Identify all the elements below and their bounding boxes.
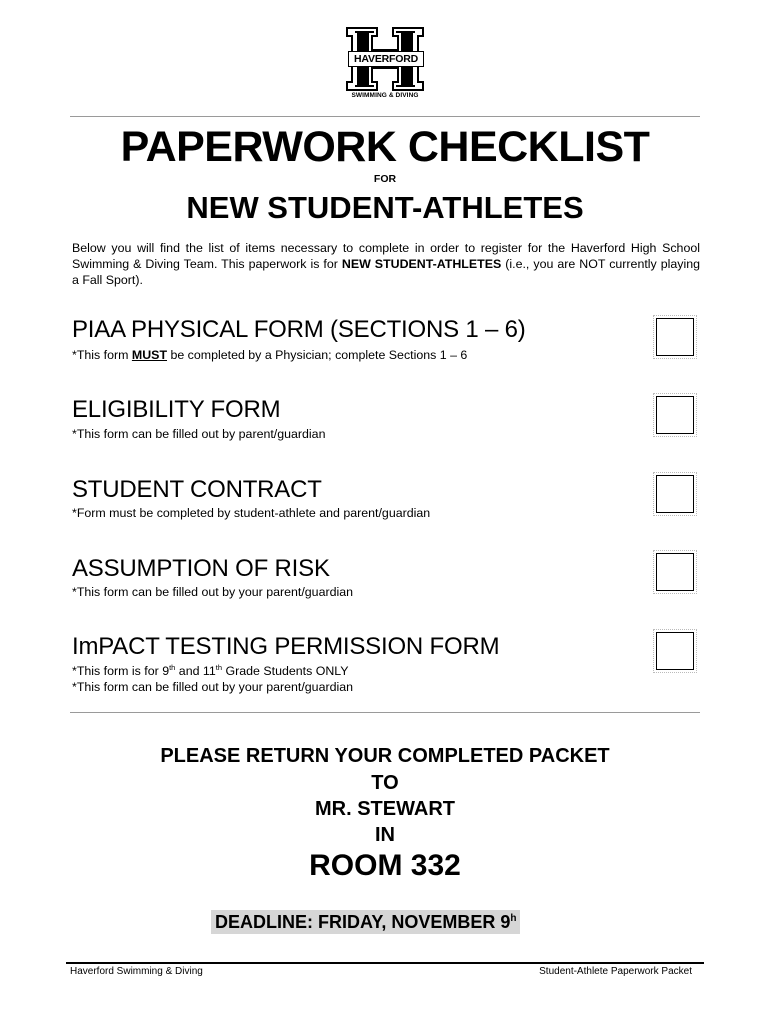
item-student-contract-note: *Form must be completed by student-athlete and parent/guardian	[72, 506, 431, 520]
haverford-logo	[345, 26, 425, 104]
return-line-2: TO	[371, 772, 399, 794]
page-title: PAPERWORK CHECKLIST	[120, 123, 650, 171]
item-eligibility-form-title: ELIGIBILITY FORM	[72, 396, 281, 423]
ordinal-suffix: th	[169, 662, 176, 672]
room-number: ROOM 332	[309, 849, 461, 882]
note-text: Grade Students ONLY	[222, 664, 349, 678]
item-impact-testing-note-1	[72, 663, 349, 679]
note-text: and 11	[175, 664, 216, 678]
intro-bold-text: NEW STUDENT-ATHLETES	[341, 257, 502, 271]
return-line-1: PLEASE RETURN YOUR COMPLETED PACKET	[160, 745, 610, 767]
deadline-banner	[211, 910, 520, 934]
footer-right: Student-Athlete Paperwork Packet	[539, 966, 692, 977]
top-divider	[70, 116, 700, 117]
eligibility-form-checkbox[interactable]	[656, 396, 694, 434]
item-assumption-of-risk-title: ASSUMPTION OF RISK	[72, 555, 330, 582]
item-student-contract-title: STUDENT CONTRACT	[72, 476, 322, 503]
item-physical-form-title: PIAA PHYSICAL FORM (SECTIONS 1 – 6)	[72, 316, 526, 343]
logo-name: HAVERFORD	[348, 51, 424, 67]
intro-text-before: Below you will find the list of items necessary to complete in order to register for the Haverford High School Swimming & Diving Team. This paperwork is for	[72, 241, 700, 271]
footer-left: Haverford Swimming & Diving	[70, 966, 203, 977]
item-physical-form-note	[72, 347, 467, 363]
for-label: FOR	[373, 173, 397, 185]
logo-subtitle: SWIMMING & DIVING	[351, 92, 419, 99]
middle-divider	[70, 712, 700, 713]
item-impact-testing-note-2: *This form can be filled out by your parent/guardian	[72, 680, 354, 694]
item-eligibility-form-note: *This form can be filled out by parent/guardian	[72, 427, 326, 441]
ordinal-suffix: th	[215, 662, 223, 672]
intro-text-after: (i.e., you are NOT currently playing a Fall Sport).	[72, 257, 701, 287]
assumption-of-risk-checkbox[interactable]	[656, 553, 694, 591]
intro-paragraph	[72, 240, 700, 288]
return-line-4: IN	[375, 824, 395, 846]
physical-form-checkbox[interactable]	[656, 318, 694, 356]
item-impact-testing-title: ImPACT TESTING PERMISSION FORM	[72, 633, 500, 660]
note-text: be completed by a Physician; complete Sections 1 – 6	[167, 348, 468, 362]
impact-testing-checkbox[interactable]	[656, 632, 694, 670]
note-text: *This form is for 9	[72, 664, 170, 678]
note-emphasis: MUST	[131, 348, 168, 362]
footer-divider	[66, 962, 704, 964]
student-contract-checkbox[interactable]	[656, 475, 694, 513]
note-text: *This form	[72, 348, 132, 362]
item-assumption-of-risk-note: *This form can be filled out by your parent/guardian	[72, 585, 354, 599]
deadline-text: DEADLINE: FRIDAY, NOVEMBER 9	[215, 912, 511, 932]
page-subtitle: NEW STUDENT-ATHLETES	[186, 190, 584, 225]
return-line-3: MR. STEWART	[315, 798, 455, 820]
deadline-suffix: h	[510, 913, 517, 924]
